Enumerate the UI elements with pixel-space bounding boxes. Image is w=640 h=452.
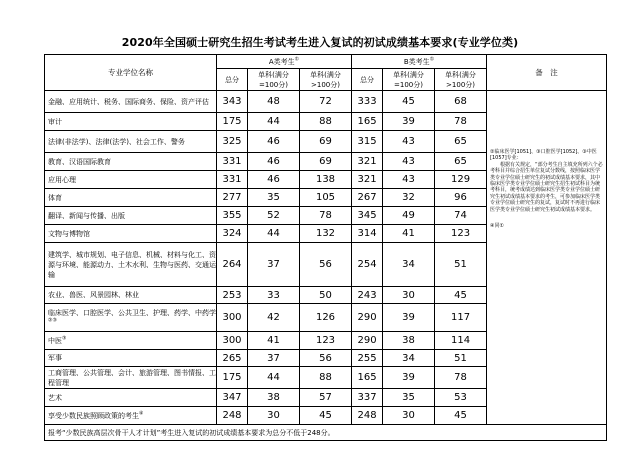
score-cell-a-total: 331 [217,153,248,171]
score-cell-b-low: 39 [383,113,435,131]
score-cell-b-total: 333 [352,91,383,113]
score-cell-b-total: 254 [352,243,383,287]
table-row [45,91,607,113]
score-cell-b-total: 165 [352,367,383,389]
score-cell-a-high: 78 [300,207,352,225]
header-a-single-high: 单科(满分 >100分) [300,69,352,91]
score-cell-a-low: 44 [248,225,300,243]
score-cell-a-total: 325 [217,131,248,153]
score-cell-a-low: 37 [248,243,300,287]
header-group-a: A类考生① [217,55,352,69]
score-cell-b-total: 248 [352,407,383,425]
score-cell-a-total: 331 [217,171,248,189]
score-cell-b-high: 51 [435,350,487,367]
score-cell-b-high: 123 [435,225,487,243]
score-cell-b-total: 255 [352,350,383,367]
major-name-cell: 金融、应用统计、税务、国际商务、保险、资产评估 [45,91,217,113]
score-cell-a-total: 277 [217,189,248,207]
score-cell-a-low: 41 [248,332,300,350]
score-cell-a-total: 343 [217,91,248,113]
score-cell-b-low: 45 [383,91,435,113]
score-cell-b-low: 41 [383,225,435,243]
score-cell-a-total: 175 [217,367,248,389]
score-cell-a-total: 324 [217,225,248,243]
score-cell-b-low: 34 [383,243,435,287]
score-cell-b-high: 53 [435,389,487,407]
major-name-cell: 农业、兽医、风景园林、林业 [45,287,217,304]
header-group-b: B类考生① [352,55,487,69]
score-cell-a-low: 52 [248,207,300,225]
score-cell-a-total: 248 [217,407,248,425]
score-cell-a-total: 175 [217,113,248,131]
score-cell-a-high: 126 [300,304,352,332]
major-name-cell: 体育 [45,189,217,207]
score-cell-a-low: 46 [248,131,300,153]
header-major-name: 专业学位名称 [45,55,217,91]
footer-note: 报考“少数民族高层次骨干人才计划”考生进入复试的初试成绩基本要求为总分不低于248分。 [45,425,607,441]
score-cell-b-low: 30 [383,407,435,425]
score-cell-b-high: 74 [435,207,487,225]
header-b-single-low: 单科(满分 =100分) [383,69,435,91]
score-cell-a-low: 46 [248,153,300,171]
score-cell-b-low: 43 [383,171,435,189]
major-name-cell: 应用心理 [45,171,217,189]
score-cell-a-high: 88 [300,367,352,389]
header-b-total: 总分 [352,69,383,91]
major-name-cell: 临床医学、口腔医学、公共卫生、护理、药学、中药学②③ [45,304,217,332]
score-cell-a-high: 69 [300,131,352,153]
score-cell-a-total: 265 [217,350,248,367]
major-name-cell: 工商管理、公共管理、会计、旅游管理、图书情报、工程管理 [45,367,217,389]
score-cell-a-high: 105 [300,189,352,207]
score-cell-b-high: 45 [435,407,487,425]
score-cell-b-total: 321 [352,171,383,189]
score-cell-b-high: 96 [435,189,487,207]
score-cell-b-total: 337 [352,389,383,407]
header-notes: 备 注 [487,55,607,91]
score-cell-b-low: 35 [383,389,435,407]
score-cell-b-total: 314 [352,225,383,243]
major-name-cell: 中医③ [45,332,217,350]
score-table [44,54,607,441]
score-cell-a-low: 44 [248,113,300,131]
note-paragraph: 根据有关规定，“部分考生自主填充所列六个必考科目并综合招生单位复试分数线，按照临床医学类专业学位硕士研究生的初试成绩基本要求，其中临床医学类专业学位硕士研究生招生初试科目为统考科目，统考成绩达到临床医学类专业学位硕士研究生初试成绩基本要求的考生，可参加临床医学类专业学位硕士研究生的复试，复试时不再进行临床医学类专业学位硕士研究生初试成绩基本要求。 [490,161,603,213]
score-cell-b-low: 30 [383,287,435,304]
score-cell-a-high: 138 [300,171,352,189]
score-cell-b-total: 321 [352,153,383,171]
score-cell-b-high: 65 [435,131,487,153]
score-cell-a-total: 347 [217,389,248,407]
score-cell-b-total: 315 [352,131,383,153]
major-name-cell: 翻译、新闻与传播、出版 [45,207,217,225]
score-cell-a-high: 132 [300,225,352,243]
score-cell-b-low: 34 [383,350,435,367]
score-cell-a-high: 72 [300,91,352,113]
score-cell-b-low: 43 [383,131,435,153]
score-cell-b-high: 129 [435,171,487,189]
score-cell-a-total: 264 [217,243,248,287]
score-cell-b-high: 117 [435,304,487,332]
score-cell-a-high: 88 [300,113,352,131]
score-cell-b-high: 114 [435,332,487,350]
score-cell-a-high: 57 [300,389,352,407]
score-cell-a-high: 123 [300,332,352,350]
major-name-cell: 军事 [45,350,217,367]
footer-row [45,425,607,441]
score-cell-a-total: 300 [217,304,248,332]
major-name-cell: 文物与博物馆 [45,225,217,243]
score-cell-a-high: 69 [300,153,352,171]
score-cell-b-high: 51 [435,243,487,287]
major-name-cell: 建筑学、城市规划、电子信息、机械、材料与化工、资源与环境、能源动力、土木水利、生物与医药、交通运输 [45,243,217,287]
major-name-cell: 审计 [45,113,217,131]
score-cell-a-low: 30 [248,407,300,425]
score-cell-b-high: 68 [435,91,487,113]
score-cell-b-low: 32 [383,189,435,207]
score-cell-b-high: 78 [435,113,487,131]
score-cell-b-low: 43 [383,153,435,171]
score-cell-b-high: 45 [435,287,487,304]
score-cell-a-high: 56 [300,243,352,287]
score-cell-a-low: 38 [248,389,300,407]
score-cell-b-total: 165 [352,113,383,131]
score-cell-b-high: 65 [435,153,487,171]
score-cell-a-total: 253 [217,287,248,304]
score-cell-a-low: 42 [248,304,300,332]
score-cell-a-total: 355 [217,207,248,225]
score-cell-b-low: 39 [383,367,435,389]
score-cell-b-total: 243 [352,287,383,304]
header-b-single-high: 单科(满分 >100分) [435,69,487,91]
major-name-cell: 教育、汉语国际教育 [45,153,217,171]
score-cell-b-total: 290 [352,332,383,350]
score-cell-a-low: 44 [248,367,300,389]
note-paragraph: ④同① [490,223,505,230]
score-cell-a-low: 33 [248,287,300,304]
header-a-total: 总分 [217,69,248,91]
header-a-single-low: 单科(满分 =100分) [248,69,300,91]
score-cell-a-high: 50 [300,287,352,304]
major-name-cell: 法律(非法学)、法律(法学)、社会工作、警务 [45,131,217,153]
score-cell-b-total: 267 [352,189,383,207]
score-cell-b-total: 290 [352,304,383,332]
score-cell-b-low: 39 [383,304,435,332]
score-cell-a-low: 37 [248,350,300,367]
score-cell-b-total: 345 [352,207,383,225]
score-cell-a-total: 300 [217,332,248,350]
note-paragraph: ②临床医学[1051]、③口腔医学[1052]、③中医[1057]专业： [490,149,597,162]
notes-cell [487,91,607,425]
major-name-cell: 享受少数民族照顾政策的考生④ [45,407,217,425]
score-cell-a-low: 48 [248,91,300,113]
score-cell-a-high: 56 [300,350,352,367]
major-name-cell: 艺术 [45,389,217,407]
score-cell-a-high: 45 [300,407,352,425]
score-cell-a-low: 35 [248,189,300,207]
score-cell-a-low: 46 [248,171,300,189]
score-cell-b-low: 38 [383,332,435,350]
score-cell-b-low: 49 [383,207,435,225]
score-cell-b-high: 78 [435,367,487,389]
page-title: 2020年全国硕士研究生招生考试考生进入复试的初试成绩基本要求(专业学位类) [121,36,519,49]
